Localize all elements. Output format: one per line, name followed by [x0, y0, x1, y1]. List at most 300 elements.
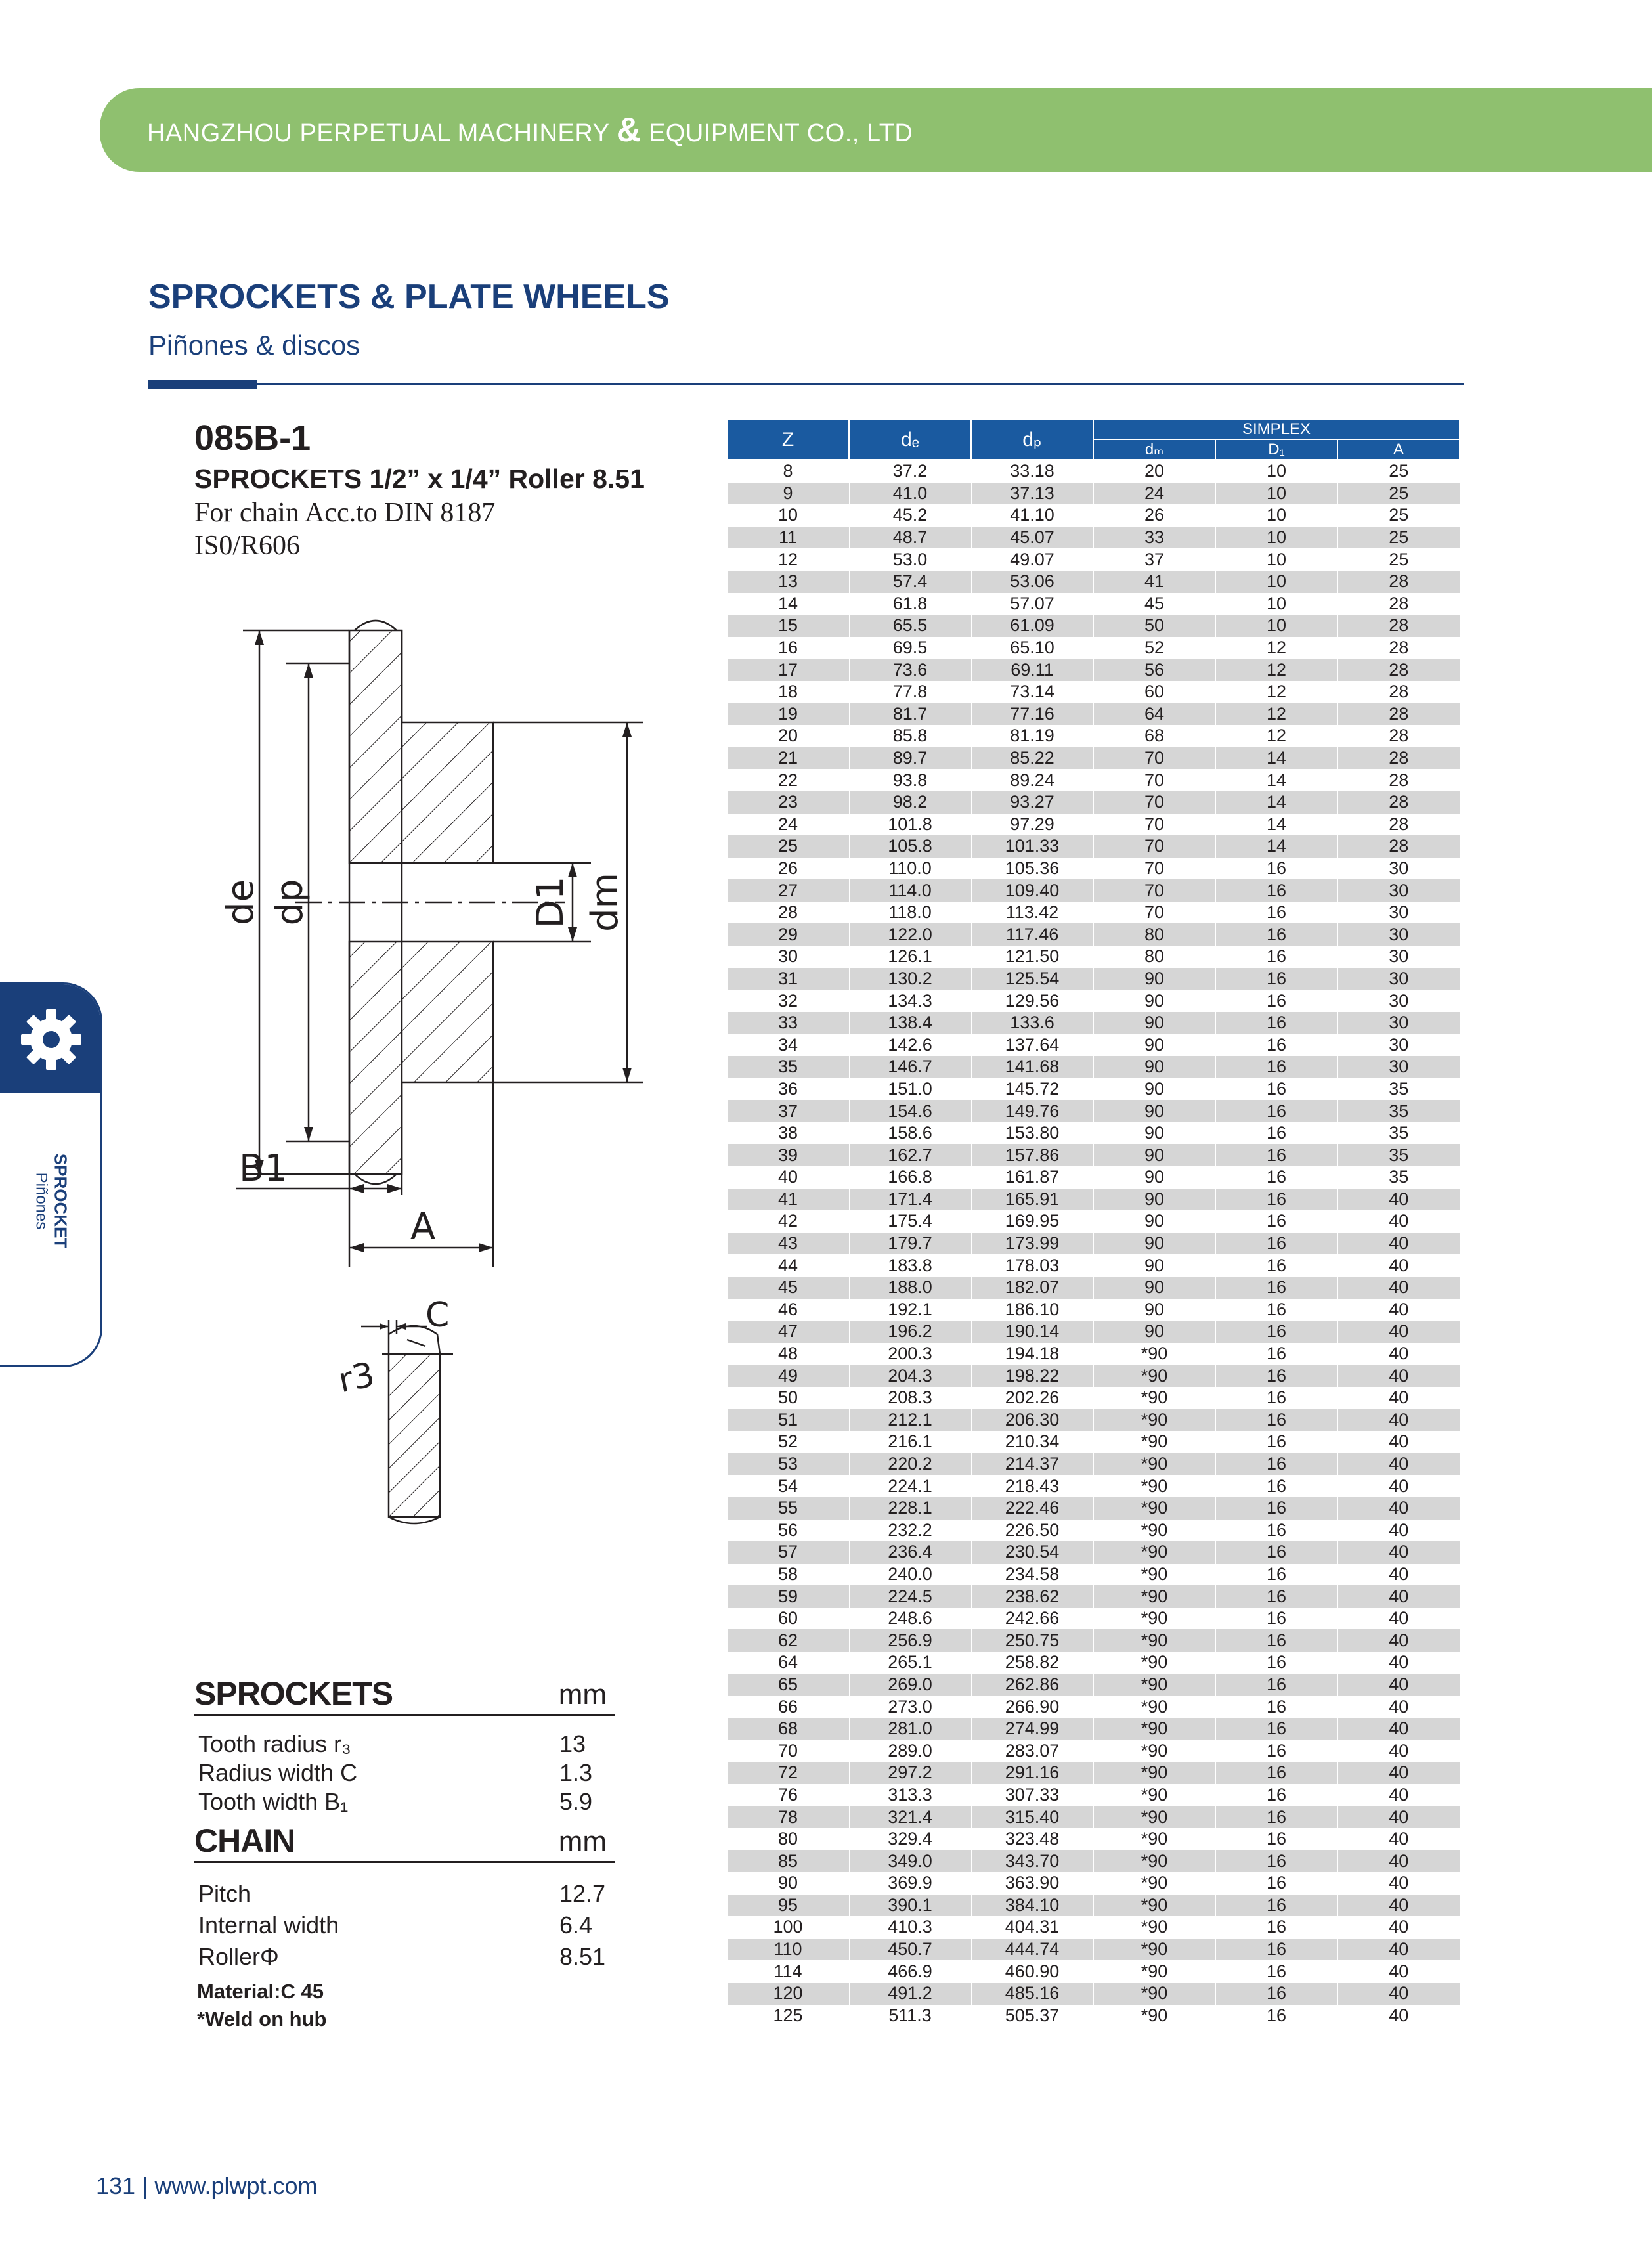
table-cell: 120: [727, 1983, 849, 2005]
table-cell: 40: [1337, 1299, 1460, 1321]
table-cell: 125: [727, 2005, 849, 2027]
table-cell: 16: [1215, 1585, 1337, 1608]
table-cell: 40: [1337, 1431, 1460, 1453]
table-cell: 33: [1093, 527, 1215, 549]
table-row: [727, 1629, 1460, 1652]
table-cell: 40: [1337, 1254, 1460, 1277]
table-cell: 40: [1337, 1696, 1460, 1718]
table-cell: *90: [1093, 1453, 1215, 1476]
page-number: 131: [96, 2172, 136, 2199]
table-cell: 10: [1215, 483, 1337, 505]
table-cell: 49: [727, 1365, 849, 1387]
weld-note: *Weld on hub: [197, 2007, 327, 2030]
table-row: [727, 1056, 1460, 1078]
table-cell: 14: [1215, 835, 1337, 858]
sprocket-dimension-table: [726, 419, 1460, 2027]
table-cell: 8: [727, 460, 849, 483]
table-row: [727, 769, 1460, 791]
table-row: [727, 483, 1460, 505]
table-cell: *90: [1093, 1431, 1215, 1453]
spec-row: [194, 1940, 615, 1972]
table-cell: *90: [1093, 1541, 1215, 1564]
table-row: [727, 1828, 1460, 1851]
table-cell: 16: [1215, 1277, 1337, 1299]
table-row: [727, 1012, 1460, 1034]
table-cell: *90: [1093, 1850, 1215, 1872]
table-cell: 16: [727, 637, 849, 659]
table-row: [727, 1034, 1460, 1056]
table-cell: 30: [1337, 968, 1460, 990]
table-row: [727, 835, 1460, 858]
table-row: [727, 1166, 1460, 1189]
table-cell: 52: [727, 1431, 849, 1453]
spec-key: RollerΦ: [198, 1943, 279, 1970]
table-cell: 40: [727, 1166, 849, 1189]
table-cell: 266.90: [971, 1696, 1093, 1718]
table-cell: 236.4: [849, 1541, 971, 1564]
table-row: [727, 858, 1460, 880]
table-cell: 10: [1215, 571, 1337, 593]
table-cell: 162.7: [849, 1144, 971, 1166]
table-cell: 85: [727, 1850, 849, 1872]
table-cell: 16: [1215, 1078, 1337, 1101]
dim-label-dp: dp: [269, 879, 311, 926]
table-cell: *90: [1093, 1652, 1215, 1674]
table-cell: 53.0: [849, 548, 971, 571]
table-cell: 30: [1337, 1012, 1460, 1034]
spec-value: 12.7: [559, 1880, 606, 1907]
table-cell: 238.62: [971, 1585, 1093, 1608]
table-cell: 37.2: [849, 460, 971, 483]
table-cell: 188.0: [849, 1277, 971, 1299]
table-cell: 90: [1093, 1299, 1215, 1321]
table-cell: 16: [1215, 1387, 1337, 1409]
table-cell: 73.6: [849, 659, 971, 681]
table-cell: 146.7: [849, 1056, 971, 1078]
table-cell: *90: [1093, 2005, 1215, 2027]
table-row: [727, 1608, 1460, 1630]
table-cell: 190.14: [971, 1321, 1093, 1343]
table-cell: 216.1: [849, 1431, 971, 1453]
table-cell: 47: [727, 1321, 849, 1343]
table-cell: 41.0: [849, 483, 971, 505]
table-cell: 33.18: [971, 460, 1093, 483]
table-cell: 30: [1337, 1056, 1460, 1078]
table-cell: 40: [1337, 1608, 1460, 1630]
table-cell: 40: [1337, 1343, 1460, 1365]
table-cell: *90: [1093, 1806, 1215, 1828]
table-cell: 12: [1215, 637, 1337, 659]
table-cell: 291.16: [971, 1762, 1093, 1784]
table-cell: 40: [1337, 1828, 1460, 1851]
table-cell: 40: [1337, 1916, 1460, 1939]
table-cell: 228.1: [849, 1497, 971, 1520]
table-cell: 14: [1215, 747, 1337, 770]
table-cell: 36: [727, 1078, 849, 1101]
table-cell: 10: [1215, 615, 1337, 637]
table-cell: 35: [1337, 1166, 1460, 1189]
spec-value: 13: [559, 1730, 586, 1757]
table-cell: 10: [1215, 548, 1337, 571]
table-cell: 196.2: [849, 1321, 971, 1343]
table-cell: 16: [1215, 1365, 1337, 1387]
side-tab-title: SPROCKET: [51, 1153, 71, 1249]
table-cell: 90: [1093, 1056, 1215, 1078]
table-cell: 12: [727, 548, 849, 571]
table-cell: 16: [1215, 902, 1337, 924]
dim-label-b1: B1: [239, 1147, 288, 1190]
table-cell: 151.0: [849, 1078, 971, 1101]
table-cell: 85.22: [971, 747, 1093, 770]
table-cell: 179.7: [849, 1233, 971, 1255]
table-cell: 220.2: [849, 1453, 971, 1476]
spec-key: Internal width: [198, 1912, 339, 1939]
table-row: [727, 1122, 1460, 1145]
table-cell: 200.3: [849, 1343, 971, 1365]
table-cell: 16: [1215, 1056, 1337, 1078]
table-cell: 16: [1215, 1784, 1337, 1807]
table-cell: 81.7: [849, 703, 971, 726]
side-tab-label: [32, 1154, 71, 1248]
company-name-part2: EQUIPMENT CO., LTD: [648, 120, 913, 147]
table-cell: 16: [1215, 1740, 1337, 1762]
table-cell: 31: [727, 968, 849, 990]
table-cell: 12: [1215, 703, 1337, 726]
table-cell: 234.58: [971, 1564, 1093, 1586]
table-cell: 16: [1215, 1828, 1337, 1851]
table-cell: *90: [1093, 1497, 1215, 1520]
table-cell: 208.3: [849, 1387, 971, 1409]
table-row: [727, 923, 1460, 946]
table-cell: 70: [1093, 769, 1215, 791]
table-cell: *90: [1093, 1520, 1215, 1542]
table-cell: 14: [1215, 791, 1337, 814]
table-cell: 51: [727, 1409, 849, 1432]
table-cell: 70: [1093, 835, 1215, 858]
table-cell: 466.9: [849, 1960, 971, 1983]
table-row: [727, 1585, 1460, 1608]
table-cell: 16: [1215, 1629, 1337, 1652]
table-cell: 10: [1215, 593, 1337, 615]
table-cell: 73.14: [971, 681, 1093, 703]
table-cell: 40: [1337, 1740, 1460, 1762]
table-cell: *90: [1093, 1696, 1215, 1718]
table-cell: 165.91: [971, 1189, 1093, 1211]
table-row: [727, 571, 1460, 593]
table-cell: 154.6: [849, 1100, 971, 1122]
col-header-simplex: SIMPLEX: [1093, 420, 1460, 439]
table-cell: 90: [1093, 1233, 1215, 1255]
table-cell: 169.95: [971, 1210, 1093, 1233]
table-cell: 121.50: [971, 946, 1093, 968]
table-cell: 40: [1337, 1674, 1460, 1696]
table-cell: 57.4: [849, 571, 971, 593]
table-row: [727, 2005, 1460, 2027]
table-cell: 20: [727, 725, 849, 747]
side-tab-icon-area: [0, 984, 102, 1093]
table-cell: 95: [727, 1895, 849, 1917]
table-cell: 90: [1093, 1189, 1215, 1211]
table-cell: 10: [727, 504, 849, 527]
table-cell: 16: [1215, 1916, 1337, 1939]
table-cell: *90: [1093, 1828, 1215, 1851]
product-description: SPROCKETS 1/2” x 1/4” Roller 8.51: [194, 464, 645, 494]
table-cell: 390.1: [849, 1895, 971, 1917]
table-cell: 16: [1215, 1122, 1337, 1145]
table-cell: 384.10: [971, 1895, 1093, 1917]
table-cell: 70: [1093, 814, 1215, 836]
spec-value: 1.3: [559, 1759, 593, 1786]
table-cell: 14: [1215, 769, 1337, 791]
table-cell: 25: [1337, 527, 1460, 549]
table-cell: 37.13: [971, 483, 1093, 505]
tooth-detail-drawing: [315, 1300, 473, 1537]
table-cell: 109.40: [971, 879, 1093, 902]
table-row: [727, 747, 1460, 770]
table-cell: 57.07: [971, 593, 1093, 615]
table-row: [727, 1872, 1460, 1895]
sprockets-spec-unit: mm: [558, 1678, 607, 1711]
table-cell: 114.0: [849, 879, 971, 902]
table-cell: 16: [1215, 1674, 1337, 1696]
table-cell: 90: [1093, 1166, 1215, 1189]
table-cell: 28: [727, 902, 849, 924]
table-cell: 16: [1215, 1210, 1337, 1233]
table-cell: 161.87: [971, 1166, 1093, 1189]
table-cell: *90: [1093, 1387, 1215, 1409]
table-row: [727, 990, 1460, 1012]
table-cell: 10: [1215, 460, 1337, 483]
table-cell: 56: [1093, 659, 1215, 681]
table-cell: 70: [1093, 858, 1215, 880]
table-cell: 45: [727, 1277, 849, 1299]
table-cell: *90: [1093, 1674, 1215, 1696]
table-cell: 45.2: [849, 504, 971, 527]
table-cell: 134.3: [849, 990, 971, 1012]
table-cell: 175.4: [849, 1210, 971, 1233]
table-cell: 25: [727, 835, 849, 858]
table-cell: 93.8: [849, 769, 971, 791]
table-cell: 90: [1093, 1277, 1215, 1299]
table-cell: 166.8: [849, 1166, 971, 1189]
col-header-a: A: [1337, 439, 1460, 460]
table-cell: 16: [1215, 1431, 1337, 1453]
table-cell: 59: [727, 1585, 849, 1608]
table-cell: 224.1: [849, 1475, 971, 1497]
spec-row: [194, 1786, 615, 1814]
table-cell: 40: [1337, 1475, 1460, 1497]
table-cell: 52: [1093, 637, 1215, 659]
table-cell: 218.43: [971, 1475, 1093, 1497]
company-name-ampersand: &: [616, 111, 641, 149]
table-cell: 41: [727, 1189, 849, 1211]
table-cell: 262.86: [971, 1674, 1093, 1696]
table-cell: 283.07: [971, 1740, 1093, 1762]
table-cell: 25: [1337, 548, 1460, 571]
table-cell: 45.07: [971, 527, 1093, 549]
table-cell: 16: [1215, 1343, 1337, 1365]
table-row: [727, 593, 1460, 615]
table-cell: 53.06: [971, 571, 1093, 593]
table-cell: 343.70: [971, 1850, 1093, 1872]
table-cell: 206.30: [971, 1409, 1093, 1432]
table-cell: 16: [1215, 879, 1337, 902]
table-cell: 16: [1215, 968, 1337, 990]
table-row: [727, 1960, 1460, 1983]
table-cell: 349.0: [849, 1850, 971, 1872]
table-row: [727, 703, 1460, 726]
table-cell: *90: [1093, 1475, 1215, 1497]
spec-value: 5.9: [559, 1788, 593, 1815]
table-cell: 22: [727, 769, 849, 791]
table-cell: 12: [1215, 725, 1337, 747]
table-cell: 16: [1215, 1541, 1337, 1564]
table-cell: *90: [1093, 1718, 1215, 1740]
table-cell: 12: [1215, 659, 1337, 681]
table-row: [727, 1497, 1460, 1520]
table-cell: 198.22: [971, 1365, 1093, 1387]
table-cell: 70: [1093, 902, 1215, 924]
table-cell: 178.03: [971, 1254, 1093, 1277]
table-cell: 62: [727, 1629, 849, 1652]
product-code: 085B-1: [194, 418, 311, 458]
sprocket-cross-section-drawing: [197, 604, 670, 1274]
table-cell: 28: [1337, 725, 1460, 747]
table-cell: 10: [1215, 527, 1337, 549]
table-cell: 117.46: [971, 923, 1093, 946]
table-cell: 269.0: [849, 1674, 971, 1696]
table-cell: 258.82: [971, 1652, 1093, 1674]
table-row: [727, 1983, 1460, 2005]
table-cell: 114: [727, 1960, 849, 1983]
table-cell: 30: [1337, 1034, 1460, 1056]
table-cell: 72: [727, 1762, 849, 1784]
table-cell: *90: [1093, 1872, 1215, 1895]
table-cell: 240.0: [849, 1564, 971, 1586]
table-cell: 90: [1093, 990, 1215, 1012]
table-cell: 16: [1215, 1254, 1337, 1277]
table-cell: 16: [1215, 1939, 1337, 1961]
page-footer: [96, 2172, 318, 2200]
table-cell: 26: [1093, 504, 1215, 527]
table-cell: 16: [1215, 1321, 1337, 1343]
table-cell: 13: [727, 571, 849, 593]
table-cell: 40: [1337, 1365, 1460, 1387]
product-standard-line1: For chain Acc.to DIN 8187: [194, 498, 496, 528]
table-cell: 21: [727, 747, 849, 770]
table-cell: 122.0: [849, 923, 971, 946]
table-cell: 77.8: [849, 681, 971, 703]
table-cell: 16: [1215, 1453, 1337, 1476]
dim-label-de: de: [219, 879, 262, 925]
table-cell: 224.5: [849, 1585, 971, 1608]
table-cell: 93.27: [971, 791, 1093, 814]
product-standard-line2: IS0/R606: [194, 531, 301, 561]
table-row: [727, 1475, 1460, 1497]
table-cell: 16: [1215, 1520, 1337, 1542]
table-cell: 45: [1093, 593, 1215, 615]
table-cell: 281.0: [849, 1718, 971, 1740]
table-cell: 53: [727, 1453, 849, 1476]
table-cell: 130.2: [849, 968, 971, 990]
table-cell: 230.54: [971, 1541, 1093, 1564]
table-row: [727, 1210, 1460, 1233]
table-cell: 35: [727, 1056, 849, 1078]
table-cell: 14: [1215, 814, 1337, 836]
table-cell: 363.90: [971, 1872, 1093, 1895]
table-cell: 265.1: [849, 1652, 971, 1674]
spec-value: 6.4: [559, 1912, 593, 1939]
table-cell: 16: [1215, 1299, 1337, 1321]
table-cell: 76: [727, 1784, 849, 1807]
table-row: [727, 1674, 1460, 1696]
table-cell: 16: [1215, 1850, 1337, 1872]
table-cell: 30: [1337, 858, 1460, 880]
page-subtitle: Piñones & discos: [148, 330, 360, 361]
table-cell: 40: [1337, 1806, 1460, 1828]
table-cell: 16: [1215, 1100, 1337, 1122]
product-header: [194, 415, 713, 562]
detail-label-c: C: [425, 1300, 450, 1335]
table-cell: 192.1: [849, 1299, 971, 1321]
table-cell: 505.37: [971, 2005, 1093, 2027]
table-cell: 30: [1337, 990, 1460, 1012]
table-cell: 64: [1093, 703, 1215, 726]
table-cell: 110: [727, 1939, 849, 1961]
footer-url[interactable]: www.plwpt.com: [154, 2172, 318, 2199]
table-cell: 40: [1337, 1939, 1460, 1961]
table-cell: 25: [1337, 483, 1460, 505]
table-cell: 98.2: [849, 791, 971, 814]
table-cell: 90: [727, 1872, 849, 1895]
table-cell: 40: [1337, 1872, 1460, 1895]
table-cell: 202.26: [971, 1387, 1093, 1409]
table-cell: 137.64: [971, 1034, 1093, 1056]
table-cell: 214.37: [971, 1453, 1093, 1476]
table-cell: 77.16: [971, 703, 1093, 726]
table-row: [727, 791, 1460, 814]
table-cell: 50: [1093, 615, 1215, 637]
table-row: [727, 1254, 1460, 1277]
table-cell: 65: [727, 1674, 849, 1696]
company-name-part1: HANGZHOU PERPETUAL MACHINERY: [147, 120, 609, 147]
table-row: [727, 1718, 1460, 1740]
table-cell: 297.2: [849, 1762, 971, 1784]
table-cell: *90: [1093, 1564, 1215, 1586]
table-row: [727, 460, 1460, 483]
sprockets-spec-header: [194, 1673, 615, 1716]
table-row: [727, 1652, 1460, 1674]
header-banner: [100, 88, 1652, 172]
table-cell: 248.6: [849, 1608, 971, 1630]
table-cell: 44: [727, 1254, 849, 1277]
table-row: [727, 1233, 1460, 1255]
table-cell: 113.42: [971, 902, 1093, 924]
table-cell: 68: [1093, 725, 1215, 747]
table-cell: 25: [1337, 504, 1460, 527]
table-cell: 19: [727, 703, 849, 726]
table-cell: 485.16: [971, 1983, 1093, 2005]
table-cell: 40: [1337, 1233, 1460, 1255]
table-cell: 142.6: [849, 1034, 971, 1056]
spec-notes: [197, 1978, 326, 2033]
section-side-tab[interactable]: [0, 982, 102, 1367]
table-cell: 24: [727, 814, 849, 836]
table-cell: 16: [1215, 990, 1337, 1012]
table-cell: *90: [1093, 1939, 1215, 1961]
table-cell: 450.7: [849, 1939, 971, 1961]
table-cell: 212.1: [849, 1409, 971, 1432]
